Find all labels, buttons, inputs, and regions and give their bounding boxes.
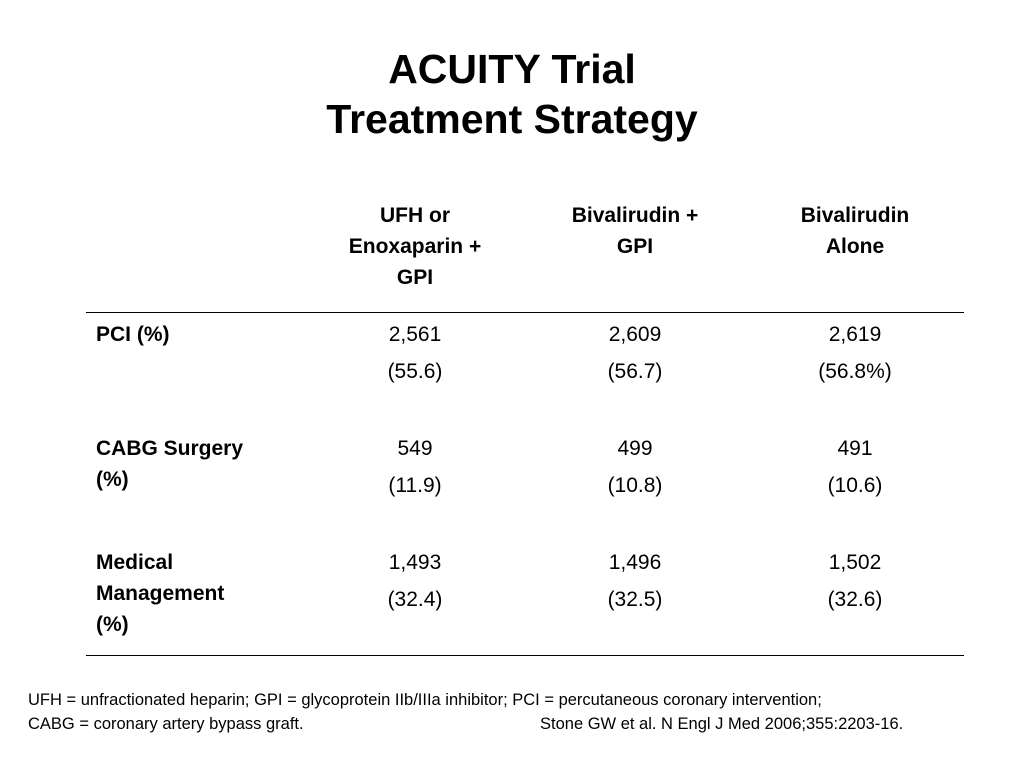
column-header-bivalirudin-alone [755, 200, 955, 262]
column-header-line: UFH or [380, 204, 450, 227]
cell-percent: (56.8%) [818, 360, 892, 383]
table-row-pci [86, 316, 964, 426]
cell-percent: (56.7) [607, 360, 663, 383]
footnote-abbreviations-line-1: UFH = unfractionated heparin; GPI = glycoprotein IIb/IIIa inhibitor; PCI = percutaneous coronary intervention; [28, 691, 822, 709]
cell-percent: (32.6) [827, 588, 883, 611]
cell-percent: (10.6) [827, 474, 883, 497]
column-header-bivalirudin-gpi [535, 200, 735, 262]
column-header-line: Bivalirudin + [571, 204, 699, 227]
footnote-reference: Stone GW et al. N Engl J Med 2006;355:2203-16. [540, 715, 904, 733]
table-cell [755, 544, 955, 618]
table-cell [535, 544, 735, 618]
cell-count: 2,619 [828, 323, 882, 346]
cell-percent: (11.9) [388, 474, 442, 497]
cell-percent: (55.6) [387, 360, 443, 383]
row-label-line: (%) [96, 468, 129, 491]
cell-count: 499 [617, 437, 653, 460]
footnote-abbreviations-line-2: CABG = coronary artery bypass graft. [28, 715, 304, 733]
column-header-line: Alone [825, 235, 885, 258]
table-cell [535, 316, 735, 390]
row-label-line: Medical [96, 551, 174, 574]
table-row-medical-management [86, 544, 964, 654]
cell-count: 491 [837, 437, 873, 460]
cell-count: 2,609 [608, 323, 662, 346]
cell-percent: (10.8) [607, 474, 663, 497]
cell-count: 1,496 [608, 551, 662, 574]
row-label-line: PCI (%) [96, 323, 170, 346]
slide-title [0, 44, 1024, 144]
column-header-line: GPI [396, 266, 434, 289]
table-cell [755, 430, 955, 504]
row-label-pci [96, 319, 296, 350]
footnote [28, 688, 1008, 736]
cell-count: 1,502 [828, 551, 882, 574]
column-header-ufh-enoxaparin-gpi [315, 200, 515, 293]
column-header-line: Bivalirudin [800, 204, 910, 227]
cell-count: 549 [397, 437, 433, 460]
table-cell [315, 430, 515, 504]
slide-title-line-1: ACUITY Trial [388, 46, 636, 92]
column-header-line: GPI [616, 235, 654, 258]
cell-percent: (32.5) [607, 588, 663, 611]
table-cell [315, 544, 515, 618]
column-header-line: Enoxaparin + [348, 235, 482, 258]
row-label-cabg-surgery [96, 433, 296, 495]
row-label-line: Management [96, 582, 225, 605]
cell-count: 2,561 [388, 323, 442, 346]
row-label-line: CABG Surgery [96, 437, 244, 460]
table-cell [315, 316, 515, 390]
slide-title-line-2: Treatment Strategy [326, 96, 698, 142]
table-row-cabg-surgery [86, 430, 964, 540]
table-header-rule [86, 312, 964, 313]
cell-percent: (32.4) [387, 588, 443, 611]
table-bottom-rule [86, 655, 964, 656]
row-label-line: (%) [96, 613, 129, 636]
cell-count: 1,493 [388, 551, 442, 574]
table-cell [755, 316, 955, 390]
table-header-row [86, 200, 964, 300]
row-label-medical-management [96, 547, 296, 640]
table-cell [535, 430, 735, 504]
